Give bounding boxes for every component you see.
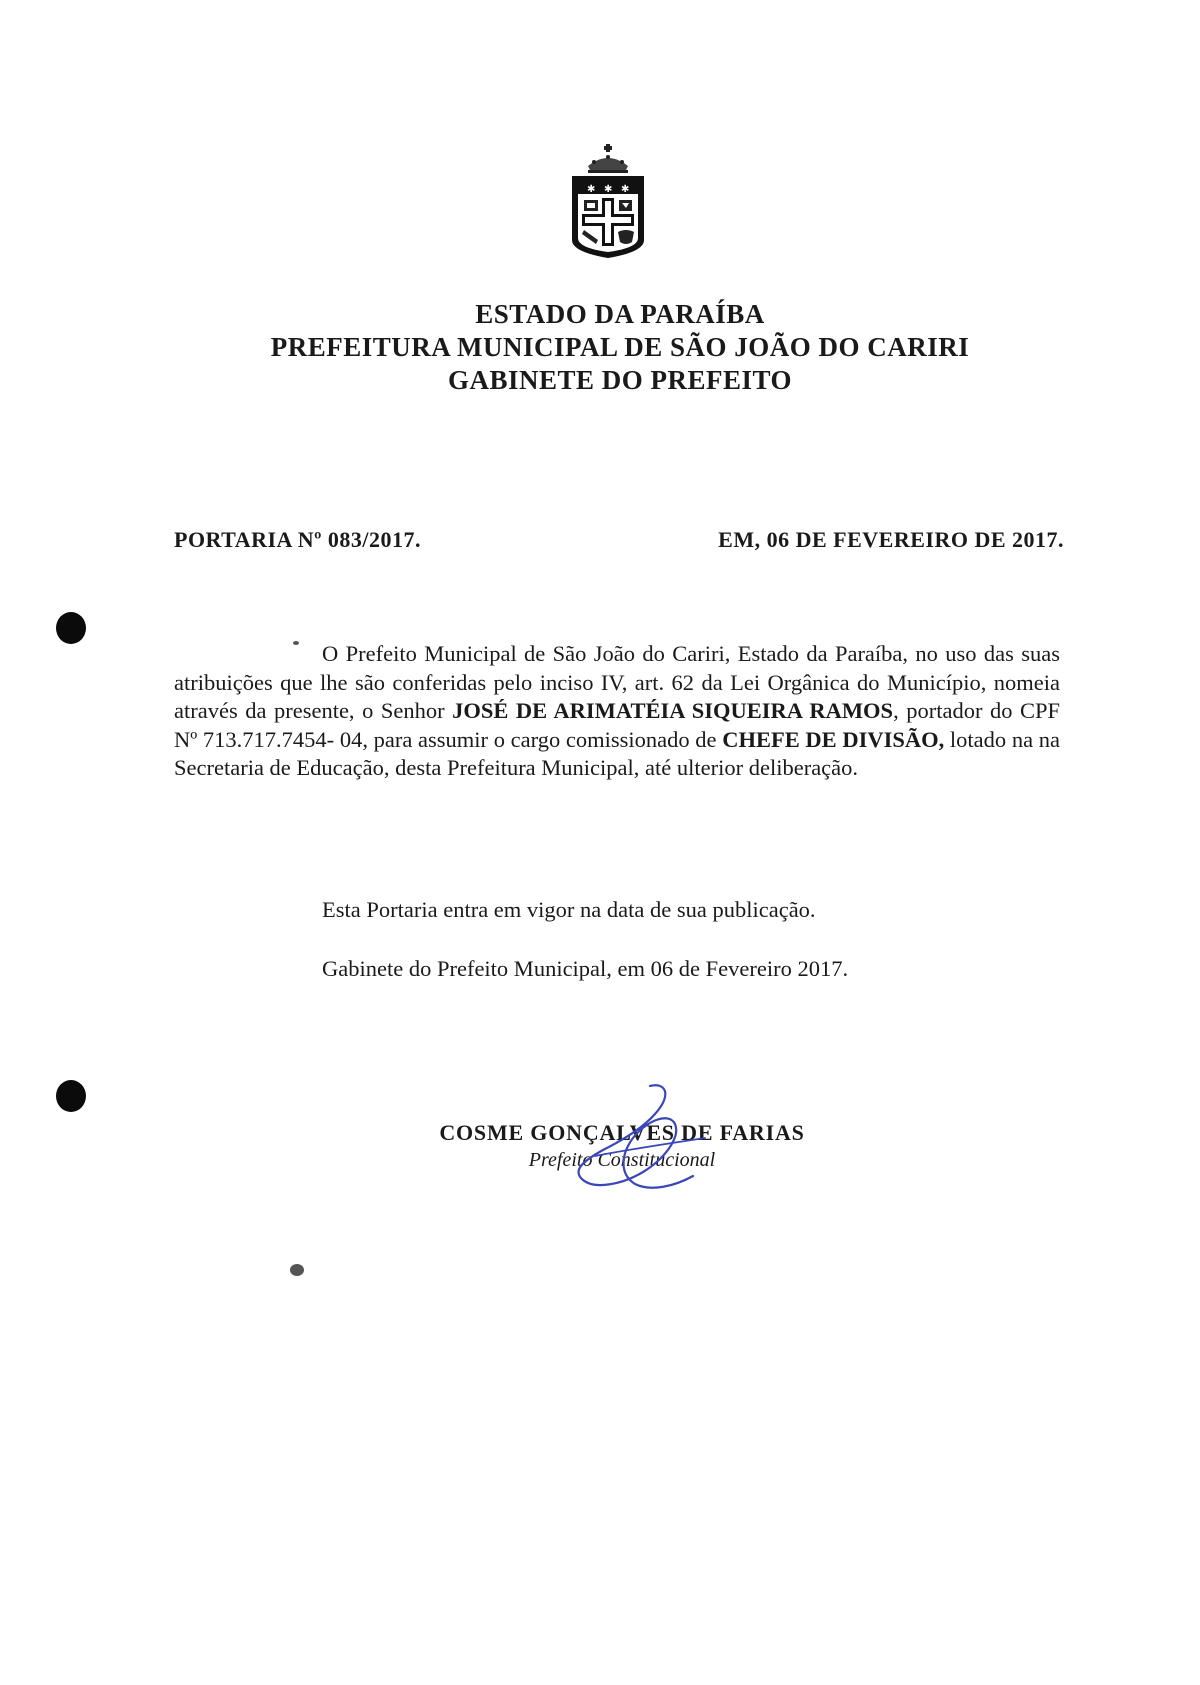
header-municipality: PREFEITURA MUNICIPAL DE SÃO JOÃO DO CARIRI: [270, 332, 970, 362]
header-office: GABINETE DO PREFEITO: [447, 365, 793, 395]
portaria-date: EM, 06 DE FEVEREIRO DE 2017.: [718, 527, 1064, 552]
municipal-coat-of-arms-icon: [566, 144, 650, 262]
signatory-role: Prefeito Constitucional: [528, 1149, 716, 1171]
scan-speck: [290, 1264, 304, 1276]
effective-date-statement: Esta Portaria entra em vigor na data de sua publicação.: [322, 897, 816, 922]
body-part-1: O Prefeito Municipal de São João do Cariri, Estado da Paraíba, no uso das suas atribuições que lhe são conferidas pelo inciso IV, art. 62 da Lei Orgânica do Município, nomeia através da presente, o Senhor: [174, 641, 1060, 723]
body-part-3: lotado na na Secretaria de Educação, desta Prefeitura Municipal, até ulterior deliberação.: [174, 726, 1061, 780]
body-part-2: , portador do CPF Nº 713.717.7454- 04, para assumir o cargo comissionado de: [174, 698, 1060, 752]
svg-text:✱: ✱: [587, 184, 596, 195]
signatory-name: COSME GONÇALVES DE FARIAS: [439, 1120, 805, 1145]
svg-text:✱: ✱: [604, 184, 613, 195]
position-title: CHEFE DE DIVISÃO,: [722, 726, 945, 752]
appointee-name: JOSÉ DE ARIMATÉIA SIQUEIRA RAMOS: [452, 698, 894, 723]
appointment-paragraph: [174, 640, 1060, 783]
svg-text:✱: ✱: [621, 184, 630, 195]
punch-hole: [56, 612, 86, 644]
header-state: ESTADO DA PARAÍBA: [475, 299, 765, 329]
document-header: [200, 298, 1040, 397]
appointment-text: [174, 640, 1060, 783]
handwritten-signature: [555, 1080, 725, 1198]
scan-speck: [293, 641, 299, 645]
punch-hole: [56, 1080, 86, 1112]
portaria-number: PORTARIA Nº 083/2017.: [174, 527, 421, 552]
issued-place-date: Gabinete do Prefeito Municipal, em 06 de Fevereiro 2017.: [322, 956, 849, 981]
